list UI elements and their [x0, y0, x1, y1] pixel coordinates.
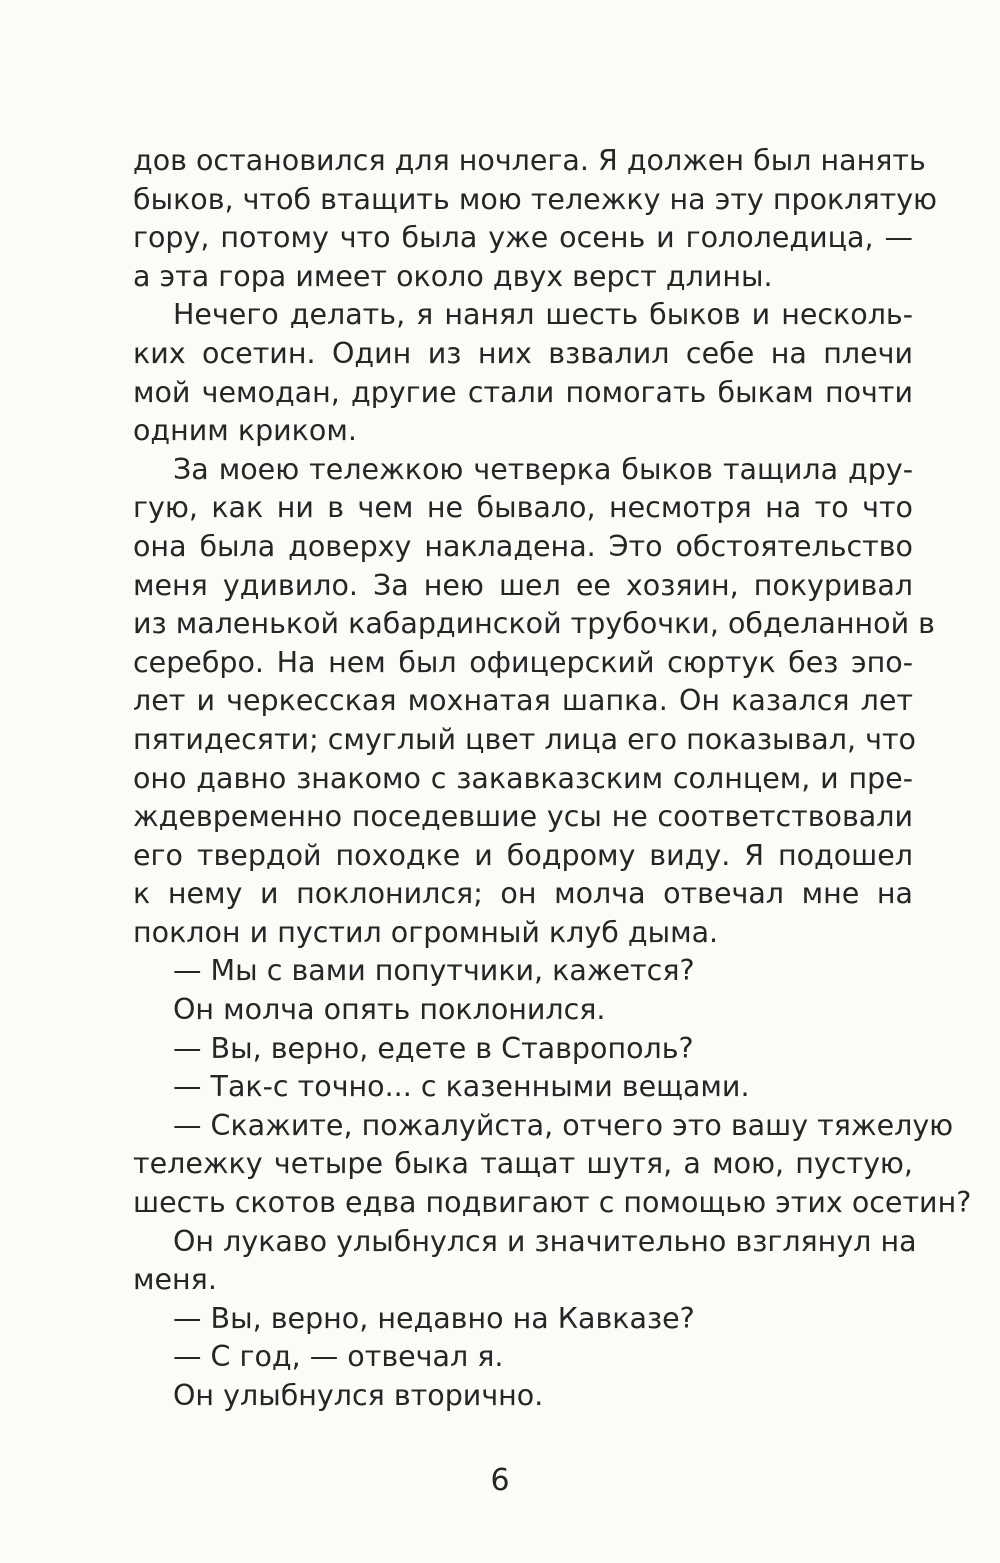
page-number: 6	[490, 1463, 510, 1498]
text-line: из маленькой кабардинской трубочки, обделанной в	[133, 607, 935, 641]
text-line: Он лукаво улыбнулся и значительно взглянул на	[173, 1224, 917, 1258]
text-line: — Мы с вами попутчики, кажется?	[173, 954, 695, 988]
text-line: меня удивило. За нею шел ее хозяин, покуривал	[133, 568, 913, 602]
text-line: меня.	[133, 1263, 217, 1297]
text-line: к нему и поклонился; он молча отвечал мне на	[133, 877, 913, 911]
text-line: одним криком.	[133, 414, 357, 448]
text-line: — Так-с точно... с казенными вещами.	[173, 1070, 750, 1104]
text-line: гую, как ни в чем не бывало, несмотря на то что	[133, 491, 913, 525]
text-line: серебро. На нем был офицерский сюртук без эпо-	[133, 645, 913, 679]
text-line: пятидесяти; смуглый цвет лица его показывал, что	[133, 722, 916, 756]
text-line: — С год, — отвечал я.	[173, 1340, 504, 1374]
text-line: Нечего делать, я нанял шесть быков и несколь-	[173, 298, 913, 332]
text-line: Он молча опять поклонился.	[173, 993, 606, 1027]
text-line: ких осетин. Один из них взвалил себе на плечи	[133, 336, 913, 370]
text-line: За моею тележкою четверка быков тащила дру-	[173, 452, 913, 486]
text-line: — Скажите, пожалуйста, отчего это вашу тяжелую	[173, 1108, 954, 1142]
text-line: шесть скотов едва подвигают с помощью этих осетин?	[133, 1186, 972, 1220]
body-text	[133, 142, 972, 1416]
text-line: оно давно знакомо с закавказским солнцем, и пре-	[133, 761, 913, 795]
text-line: тележку четыре быка тащат шутя, а мою, пустую,	[133, 1147, 913, 1181]
text-line: — Вы, верно, едете в Ставрополь?	[173, 1031, 694, 1065]
text-line: его твердой походке и бодрому виду. Я подошел	[133, 838, 913, 872]
text-line: быков, чтоб втащить мою тележку на эту проклятую	[133, 182, 938, 216]
text-line: дов остановился для ночлега. Я должен был нанять	[133, 144, 926, 177]
text-line: мой чемодан, другие стали помогать быкам почти	[133, 375, 913, 409]
text-line: — Вы, верно, недавно на Кавказе?	[173, 1301, 695, 1335]
text-line: Он улыбнулся вторично.	[173, 1379, 544, 1412]
text-line: а эта гора имеет около двух верст длины.	[133, 259, 773, 293]
text-line: лет и черкесская мохнатая шапка. Он казался лет	[133, 684, 913, 718]
text-line: поклон и пустил огромный клуб дыма.	[133, 915, 719, 949]
text-line: ждевременно поседевшие усы не соответствовали	[133, 800, 913, 834]
text-line: гору, потому что была уже осень и гололедица, —	[133, 221, 913, 255]
text-line: она была доверху накладена. Это обстоятельство	[133, 529, 913, 563]
